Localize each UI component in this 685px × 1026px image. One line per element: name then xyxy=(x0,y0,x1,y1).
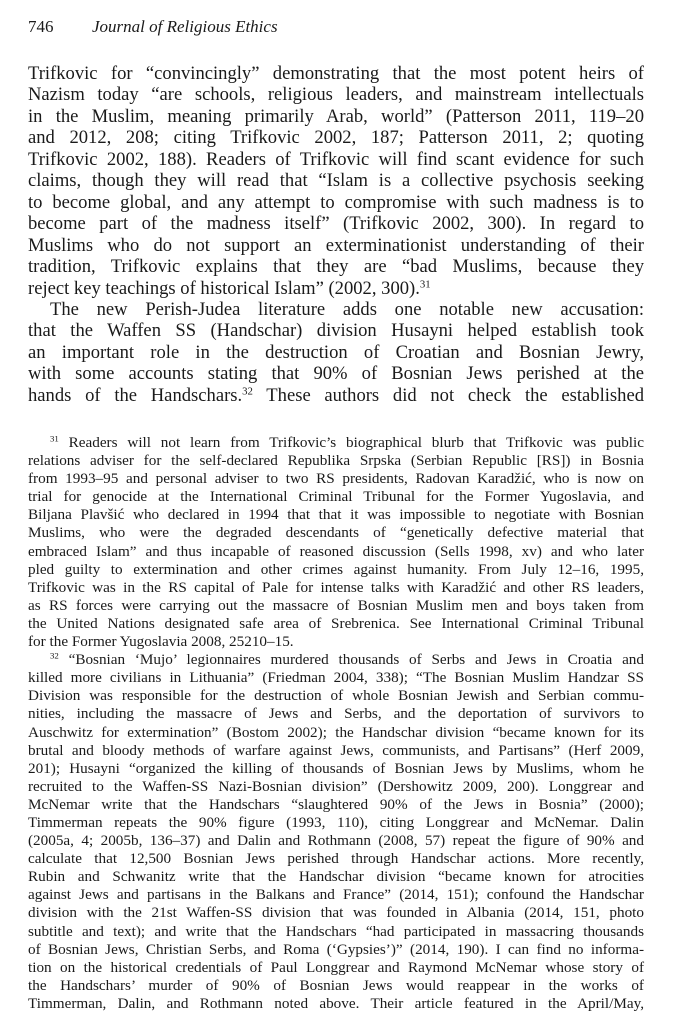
footnote-line: Trifkovic was in the RS capital of Pale for intense talks with Karadžić and other RS leaders, xyxy=(28,578,644,596)
footnote-line: $^{31}$ Readers will not learn from Trifkovic’s biographical blurb that Trifkovic was public xyxy=(50,433,644,451)
footnote-number: 32 xyxy=(50,650,59,661)
text-line: that the Waffen SS (Handschar) division Husayni helped establish took xyxy=(28,320,644,342)
footnote-line: the United Nations designated safe area of Srebrenica. See International Criminal Tribunal xyxy=(28,614,644,632)
footnote-line: killed more civilians in Lithuania” (Friedman 2004, 338); “The Bosnian Muslim Handzar SS xyxy=(28,669,644,687)
footnote-line: for the Former Yugoslavia 2008, 25210–15. xyxy=(28,633,294,651)
text-line: Muslims who do not support an exterminationist understanding of their xyxy=(28,234,644,256)
footnote-line: as RS forces were carrying out the massacre of Bosnian Muslim men and boys taken from xyxy=(28,596,644,614)
footnote-line: subtitle and text); and write that the Handschars “had participated in massacring thousands xyxy=(28,922,644,940)
footnote-ref-31[interactable]: 31 xyxy=(419,278,431,291)
text-line: to become global, and any attempt to compromise with such madness is to xyxy=(28,191,644,213)
footnote-line: the Handschars’ murder of 90% of Bosnian Jews would reappear in the works of xyxy=(28,976,644,994)
footnote-line: Division was responsible for the destruction of whole Bosnian Jewish and Serbian commu- xyxy=(28,687,644,705)
footnote-line: trial for genocide at the International Criminal Tribunal for the Former Yugoslavia, and xyxy=(28,488,644,506)
journal-title: Journal of Religious Ethics xyxy=(92,17,278,36)
text-line: become part of the madness itself” (Trifkovic 2002, 300). In regard to xyxy=(28,213,644,235)
footnote-number: 31 xyxy=(50,433,59,444)
footnote-line: Timmerman repeats the 90% figure (1993, 110), citing Longgrear and McNemar. Dalin xyxy=(28,813,644,831)
footnote-line: from 1993–95 and personal adviser to two RS presidents, Radovan Karadžić, who is now on xyxy=(28,470,644,488)
footnote-line: Auschwitz for extermination” (Bostom 2002); the Handschar division “became known for its xyxy=(28,723,644,741)
footnote-ref-32[interactable]: 32 xyxy=(242,385,253,398)
footnote-line: pled guilty to extermination and other crimes against humanity. From July 12–16, 1995, xyxy=(28,560,644,578)
text-line: in the Muslim, meaning primarily Arab, world” (Patterson 2011, 119–20 xyxy=(28,105,644,127)
footnote-31 xyxy=(28,434,644,651)
footnotes xyxy=(28,434,644,1013)
footnote-line: of Bosnian Jews, Christian Serbs, and Roma (‘Gypsies’)” (2014, 190). I can find no informa- xyxy=(28,940,644,958)
footnote-line: recruited to the Waffen-SS Nazi-Bosnian division” (Dershowitz 2009, 200). Longgrear and xyxy=(28,777,644,795)
footnote-line: $^{32}$ “Bosnian ‘Mujo’ legionnaires murdered thousands of Serbs and Jews in Croatia and xyxy=(50,650,644,669)
text-line: claims, though they will read that “Islam is a collective psychosis seeking xyxy=(28,170,644,192)
footnote-line: relations adviser for the self-declared Republika Srpska (Serbian Republic [RS]) in Bosnia xyxy=(28,452,644,470)
page-number: 746 xyxy=(28,17,54,36)
footnote-line: McNemar write that the Handschars “slaughtered 90% of the Jews in Bosnia” (2000); xyxy=(28,795,644,813)
body-text xyxy=(28,63,644,406)
text-line: hands of the Handschars.$^{32}$ These authors did not check the established xyxy=(28,384,645,406)
text-line: with some accounts stating that 90% of Bosnian Jews perished at the xyxy=(28,363,644,385)
text-line: Nazism today “are schools, religious leaders, and mainstream intellectuals xyxy=(28,84,644,106)
text-line: Trifkovic for “convincingly” demonstrating that the most potent heirs of xyxy=(28,63,644,84)
footnote-line: Muslims, who were the degraded descendants of “genetically defective material that xyxy=(28,524,644,542)
paragraph-1 xyxy=(28,63,644,299)
footnote-32 xyxy=(28,651,644,1013)
footnote-line: Timmerman, Dalin, and Rothmann noted above. Their article featured in the April/May, xyxy=(28,994,644,1012)
text-line: an important role in the destruction of Croatian and Bosnian Jewry, xyxy=(28,341,644,363)
footnote-line: nities, including the massacre of Jews and Serbs, and the deportation of survivors to xyxy=(28,705,644,723)
footnote-line: (2005a, 4; 2005b, 136–37) and Dalin and Rothmann (2008, 57) repeat the figure of 90% and xyxy=(28,832,644,850)
footnote-line: tion on the historical credentials of Paul Longgrear and Raymond McNemar whose story of xyxy=(28,958,644,976)
paragraph-2 xyxy=(28,299,644,406)
footnote-line: division with the 21st Waffen-SS division that was founded in Albania (2014, 151, photo xyxy=(28,904,644,922)
footnote-line: embraced Islam” and thus incapable of reasoned discussion (Sells 1998, xv) and who later xyxy=(28,542,644,560)
footnote-line: brutal and bloody methods of warfare against Jews, communists, and Partisans” (Herf 2009, xyxy=(28,741,644,759)
text-line: reject key teachings of historical Islam” (2002, 300).$^{31}$ xyxy=(28,277,431,299)
text-line: The new Perish-Judea literature adds one notable new accusation: xyxy=(50,298,644,320)
footnote-line: 201); Husayni “organized the killing of thousands of Bosnian Jews by Muslims, whom he xyxy=(28,759,644,777)
text-line: tradition, Trifkovic explains that they are “bad Muslims, because they xyxy=(28,256,644,278)
footnote-line: calculate that 12,500 Bosnian Jews perished through Handschar actions. More recently, xyxy=(28,850,644,868)
text-line: and 2012, 208; citing Trifkovic 2002, 187; Patterson 2011, 2; quoting xyxy=(28,127,644,149)
footnote-line: Biljana Plavšić who declared in 1994 that that it was impossible to negotiate with Bosnian xyxy=(28,506,644,524)
footnote-line: Rubin and Schwanitz write that the Handschar division “became known for atrocities xyxy=(28,868,644,886)
text-line: Trifkovic 2002, 188). Readers of Trifkovic will find scant evidence for such xyxy=(28,148,644,170)
footnote-line: against Jews and partisans in the Balkans and France” (2014, 151); confound the Handschar xyxy=(28,886,644,904)
running-header xyxy=(28,16,278,38)
